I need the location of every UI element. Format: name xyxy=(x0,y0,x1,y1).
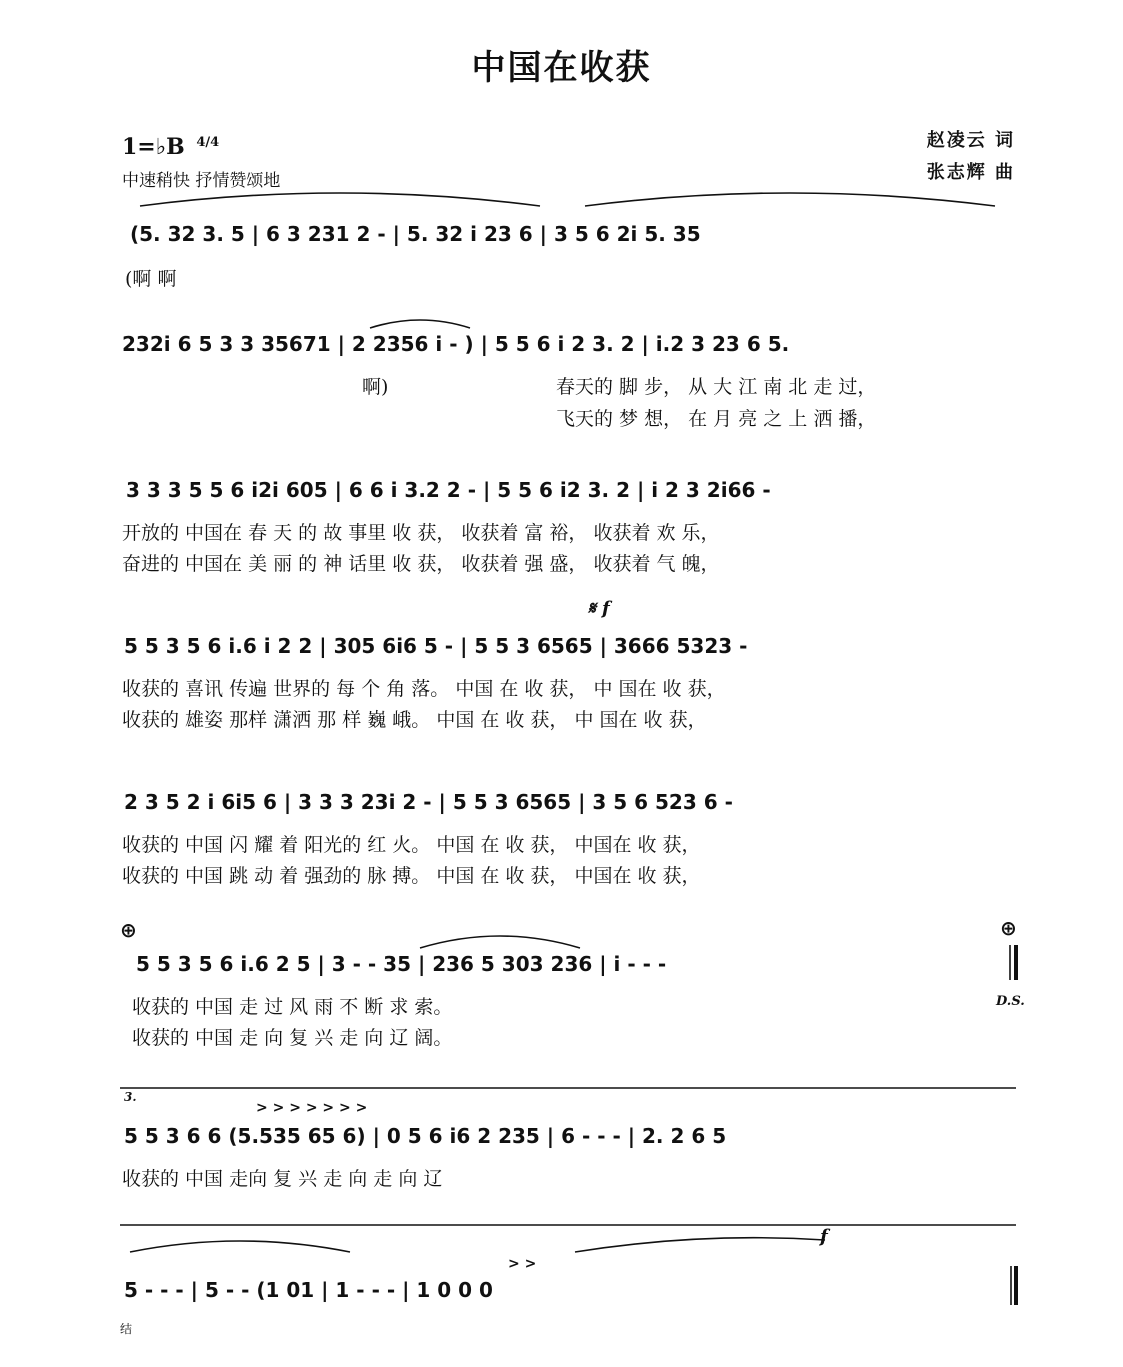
lyrics-line-2-c: 飞天的 梦 想， 在 月 亮 之 上 洒 播， xyxy=(556,408,877,430)
notes-line-5: 2 3 5 2 i 6i5 6 | 3 3 3 23i 2 - | 5 5 3 6565 | 3 5 6 523 6 - xyxy=(124,790,733,814)
notes-line-6: 5 5 3 5 6 i.6 2 5 | 3 - - 35 | 236 5 303 236 | i - - - xyxy=(136,952,667,976)
slur xyxy=(575,1238,825,1252)
composer-credit: 张志辉 曲 xyxy=(926,162,1015,183)
lyrics-line-6-a: 收获的 中国 走 过 风 雨 不 断 求 索。 xyxy=(132,996,453,1018)
lyrics-line-2-a: 啊) xyxy=(362,376,389,398)
slur xyxy=(130,1241,350,1252)
song-title: 中国在收获 xyxy=(471,48,652,88)
lyricist-credit: 赵凌云 词 xyxy=(926,130,1015,151)
end-text: 结 xyxy=(120,1322,133,1336)
lyrics-line-4-b: 收获的 雄姿 那样 潇洒 那 样 巍 峨。 中国 在 收 获， 中 国在 收 获， xyxy=(122,709,707,731)
notes-line-4: 5 5 3 5 6 i.6 i 2 2 | 305 6i6 5 - | 5 5 3 6565 | 3666 5323 - xyxy=(124,634,748,658)
lyrics-line-2-b: 春天的 脚 步， 从 大 江 南 北 走 过， xyxy=(556,376,877,398)
slur xyxy=(585,193,995,206)
coda-icon-end: ⊕ xyxy=(1000,916,1017,940)
volta-label: 3. xyxy=(124,1090,137,1104)
forte-mark-end: f xyxy=(820,1226,828,1247)
segno-mark xyxy=(588,598,610,619)
notes-line-1: (5. 32 3. 5 | 6 3 231 2 - | 5. 32 i 23 6 | 3 5 6 2i 5. 35 xyxy=(130,222,701,246)
lyrics-line-6-b: 收获的 中国 走 向 复 兴 走 向 辽 阔。 xyxy=(132,1027,453,1049)
tempo-marking: 中速稍快 抒情赞颂地 xyxy=(122,171,281,191)
notes-line-8: 5 - - - | 5 - - (1 01 | 1 - - - | 1 0 0 0 xyxy=(124,1278,493,1302)
key-text: 1=♭B xyxy=(122,134,185,160)
slur xyxy=(140,193,540,206)
lyrics-line-5-b: 收获的 中国 跳 动 着 强劲的 脉 搏。 中国 在 收 获， 中国在 收 获， xyxy=(122,865,701,887)
coda-icon: ⊕ xyxy=(120,918,137,942)
lyrics-line-7: 收获的 中国 走向 复 兴 走 向 走 向 辽 xyxy=(122,1168,443,1190)
notes-line-2: 232i 6 5 3 3 35671 | 2 2356 i - ) | 5 5 6 i 2 3. 2 | i.2 3 23 6 5. xyxy=(122,332,790,356)
slur xyxy=(370,320,470,328)
accent-pair: > > xyxy=(508,1256,537,1272)
lyrics-line-3-a: 开放的 中国在 春 天 的 故 事里 收 获， 收获着 富 裕， 收获着 欢 乐， xyxy=(122,522,720,544)
notes-line-3: 3 3 3 5 5 6 i2i 605 | 6 6 i 3.2 2 - | 5 5 6 i2 3. 2 | i 2 3 2i66 - xyxy=(126,478,771,502)
notes-line-7: 5 5 3 6 6 (5.535 65 6) | 0 5 6 i6 2 235 | 6 - - - | 2. 2 6 5 xyxy=(124,1124,727,1148)
accent-row: > > > > > > > xyxy=(256,1100,368,1116)
lyrics-line-4-a: 收获的 喜讯 传遍 世界的 每 个 角 落。 中国 在 收 获， 中 国在 收 获， xyxy=(122,678,726,700)
lyrics-line-3-b: 奋进的 中国在 美 丽 的 神 话里 收 获， 收获着 强 盛， 收获着 气 魄， xyxy=(122,553,720,575)
segno-symbol: 𝄋 xyxy=(588,598,596,619)
ds-mark: D.S. xyxy=(996,994,1025,1009)
slur xyxy=(420,936,580,948)
lyrics-line-1: (啊 啊 xyxy=(125,268,177,290)
time-signature: 4/4 xyxy=(196,134,220,150)
forte-mark: f xyxy=(602,598,610,619)
lyrics-line-5-a: 收获的 中国 闪 耀 着 阳光的 红 火。 中国 在 收 获， 中国在 收 获， xyxy=(122,834,701,856)
